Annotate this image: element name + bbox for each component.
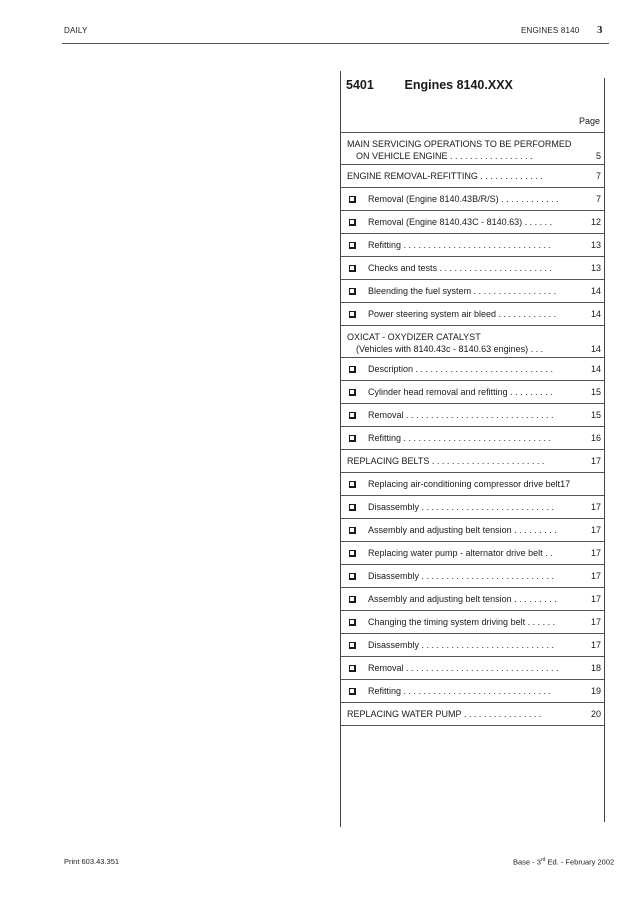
checkbox-icon bbox=[349, 665, 356, 672]
toc-row[interactable] bbox=[341, 132, 604, 164]
toc-entry: Assembly and adjusting belt tension . . . . . . . . . bbox=[368, 594, 557, 604]
toc-row[interactable] bbox=[341, 633, 604, 656]
toc-entry-line1: OXICAT - OXYDIZER CATALYST bbox=[347, 332, 481, 342]
toc-bottom-rule bbox=[341, 725, 604, 726]
toc-row[interactable] bbox=[341, 472, 604, 495]
toc-entry: Removal . . . . . . . . . . . . . . . . . . . . . . . . . . . . . . . bbox=[368, 663, 559, 673]
toc-entry: Removal (Engine 8140.43B/R/S) . . . . . . . . . . . . bbox=[368, 194, 559, 204]
header-left: DAILY bbox=[64, 26, 88, 35]
toc-page: 17 bbox=[590, 640, 601, 650]
section-code: 5401 bbox=[346, 78, 374, 92]
toc-page: 13 bbox=[590, 240, 601, 250]
toc-page: 12 bbox=[590, 217, 601, 227]
toc-page: 7 bbox=[595, 194, 601, 204]
toc-entry: ENGINE REMOVAL-REFITTING . . . . . . . . . . . . . bbox=[347, 171, 543, 181]
section-name: Engines 8140.XXX bbox=[404, 78, 513, 92]
toc-row[interactable] bbox=[341, 164, 604, 187]
checkbox-icon bbox=[349, 196, 356, 203]
toc-entry: Removal . . . . . . . . . . . . . . . . . . . . . . . . . . . . . . bbox=[368, 410, 554, 420]
toc-entry: Refitting . . . . . . . . . . . . . . . . . . . . . . . . . . . . . . bbox=[368, 686, 552, 696]
toc-page: 14 bbox=[590, 286, 601, 296]
toc-entry: Replacing water pump - alternator drive belt . . bbox=[368, 548, 553, 558]
toc-row[interactable] bbox=[341, 564, 604, 587]
toc-entry: REPLACING WATER PUMP . . . . . . . . . . . . . . . . bbox=[347, 709, 542, 719]
toc-entry: Replacing air-conditioning compressor drive belt17 bbox=[368, 479, 571, 489]
toc-page: 17 bbox=[590, 525, 601, 535]
toc-row[interactable] bbox=[341, 610, 604, 633]
toc-row[interactable] bbox=[341, 403, 604, 426]
checkbox-icon bbox=[349, 481, 356, 488]
toc-entry: Refitting . . . . . . . . . . . . . . . . . . . . . . . . . . . . . . bbox=[368, 240, 552, 250]
toc-page: 5 bbox=[595, 151, 601, 161]
checkbox-icon bbox=[349, 642, 356, 649]
checkbox-icon bbox=[349, 573, 356, 580]
toc-page: 20 bbox=[590, 709, 601, 719]
toc-row[interactable] bbox=[341, 233, 604, 256]
section-title bbox=[346, 78, 513, 92]
checkbox-icon bbox=[349, 219, 356, 226]
header-right: ENGINES 8140 bbox=[521, 26, 580, 35]
toc-row[interactable] bbox=[341, 449, 604, 472]
checkbox-icon bbox=[349, 550, 356, 557]
toc-row[interactable] bbox=[341, 679, 604, 702]
toc-page: 17 bbox=[590, 617, 601, 627]
toc-entry-line2: (Vehicles with 8140.43c - 8140.63 engines) . . . bbox=[356, 344, 544, 354]
checkbox-icon bbox=[349, 527, 356, 534]
checkbox-icon bbox=[349, 412, 356, 419]
checkbox-icon bbox=[349, 242, 356, 249]
toc-row[interactable] bbox=[341, 187, 604, 210]
toc-page: 14 bbox=[590, 344, 601, 354]
toc-entry: Power steering system air bleed . . . . . . . . . . . . bbox=[368, 309, 557, 319]
edition-ordinal: rd bbox=[540, 857, 546, 863]
toc-page: 7 bbox=[595, 171, 601, 181]
checkbox-icon bbox=[349, 288, 356, 295]
toc-entry: Bleending the fuel system . . . . . . . . . . . . . . . . . bbox=[368, 286, 557, 296]
checkbox-icon bbox=[349, 435, 356, 442]
toc-row[interactable] bbox=[341, 426, 604, 449]
toc-row[interactable] bbox=[341, 702, 604, 725]
toc-entry-line2: ON VEHICLE ENGINE . . . . . . . . . . . . . . . . . bbox=[356, 151, 533, 161]
toc-entry: Disassembly . . . . . . . . . . . . . . . . . . . . . . . . . . . bbox=[368, 571, 555, 581]
toc-page: 17 bbox=[590, 571, 601, 581]
toc-row[interactable] bbox=[341, 541, 604, 564]
checkbox-icon bbox=[349, 366, 356, 373]
toc-row[interactable] bbox=[341, 587, 604, 610]
toc-entry: Description . . . . . . . . . . . . . . . . . . . . . . . . . . . . bbox=[368, 364, 554, 374]
toc-row[interactable] bbox=[341, 210, 604, 233]
toc-row[interactable] bbox=[341, 656, 604, 679]
edition-suffix: Ed. - February 2002 bbox=[545, 857, 615, 867]
checkbox-icon bbox=[349, 311, 356, 318]
toc-entry: Changing the timing system driving belt . . . . . . bbox=[368, 617, 556, 627]
edition-prefix: Base - 3 bbox=[513, 857, 541, 867]
toc-table bbox=[341, 132, 604, 726]
checkbox-icon bbox=[349, 504, 356, 511]
toc-page: 17 bbox=[590, 456, 601, 466]
toc-entry-line1: MAIN SERVICING OPERATIONS TO BE PERFORMED bbox=[347, 139, 572, 149]
toc-page: 15 bbox=[590, 410, 601, 420]
toc-page: 17 bbox=[590, 502, 601, 512]
toc-row[interactable] bbox=[341, 380, 604, 403]
header-rule bbox=[62, 43, 609, 44]
column-right-border bbox=[604, 78, 605, 822]
footer-left: Print 603.43.351 bbox=[64, 857, 120, 866]
toc-page: 14 bbox=[590, 364, 601, 374]
toc-row[interactable] bbox=[341, 325, 604, 357]
page-number: 3 bbox=[597, 24, 603, 36]
toc-row[interactable] bbox=[341, 357, 604, 380]
toc-entry: Refitting . . . . . . . . . . . . . . . . . . . . . . . . . . . . . . bbox=[368, 433, 552, 443]
toc-row[interactable] bbox=[341, 279, 604, 302]
toc-entry: Disassembly . . . . . . . . . . . . . . . . . . . . . . . . . . . bbox=[368, 640, 555, 650]
checkbox-icon bbox=[349, 389, 356, 396]
checkbox-icon bbox=[349, 596, 356, 603]
toc-entry: Checks and tests . . . . . . . . . . . . . . . . . . . . . . . bbox=[368, 263, 553, 273]
toc-page: 19 bbox=[590, 686, 601, 696]
toc-page: 18 bbox=[590, 663, 601, 673]
toc-row[interactable] bbox=[341, 256, 604, 279]
toc-page: 13 bbox=[590, 263, 601, 273]
toc-row[interactable] bbox=[341, 495, 604, 518]
toc-page: 17 bbox=[590, 594, 601, 604]
page-column-label: Page bbox=[579, 116, 601, 126]
checkbox-icon bbox=[349, 265, 356, 272]
toc-page: 15 bbox=[590, 387, 601, 397]
checkbox-icon bbox=[349, 619, 356, 626]
toc-entry: REPLACING BELTS . . . . . . . . . . . . . . . . . . . . . . . bbox=[347, 456, 545, 466]
checkbox-icon bbox=[349, 688, 356, 695]
toc-entry: Assembly and adjusting belt tension . . . . . . . . . bbox=[368, 525, 557, 535]
toc-page: 14 bbox=[590, 309, 601, 319]
toc-page: 16 bbox=[590, 433, 601, 443]
toc-row[interactable] bbox=[341, 518, 604, 541]
toc-page: 17 bbox=[590, 548, 601, 558]
toc-entry: Cylinder head removal and refitting . . . . . . . . . bbox=[368, 387, 553, 397]
toc-entry: Disassembly . . . . . . . . . . . . . . . . . . . . . . . . . . . bbox=[368, 502, 555, 512]
footer-right bbox=[513, 857, 614, 867]
toc-row[interactable] bbox=[341, 302, 604, 325]
toc-entry: Removal (Engine 8140.43C - 8140.63) . . . . . . bbox=[368, 217, 553, 227]
